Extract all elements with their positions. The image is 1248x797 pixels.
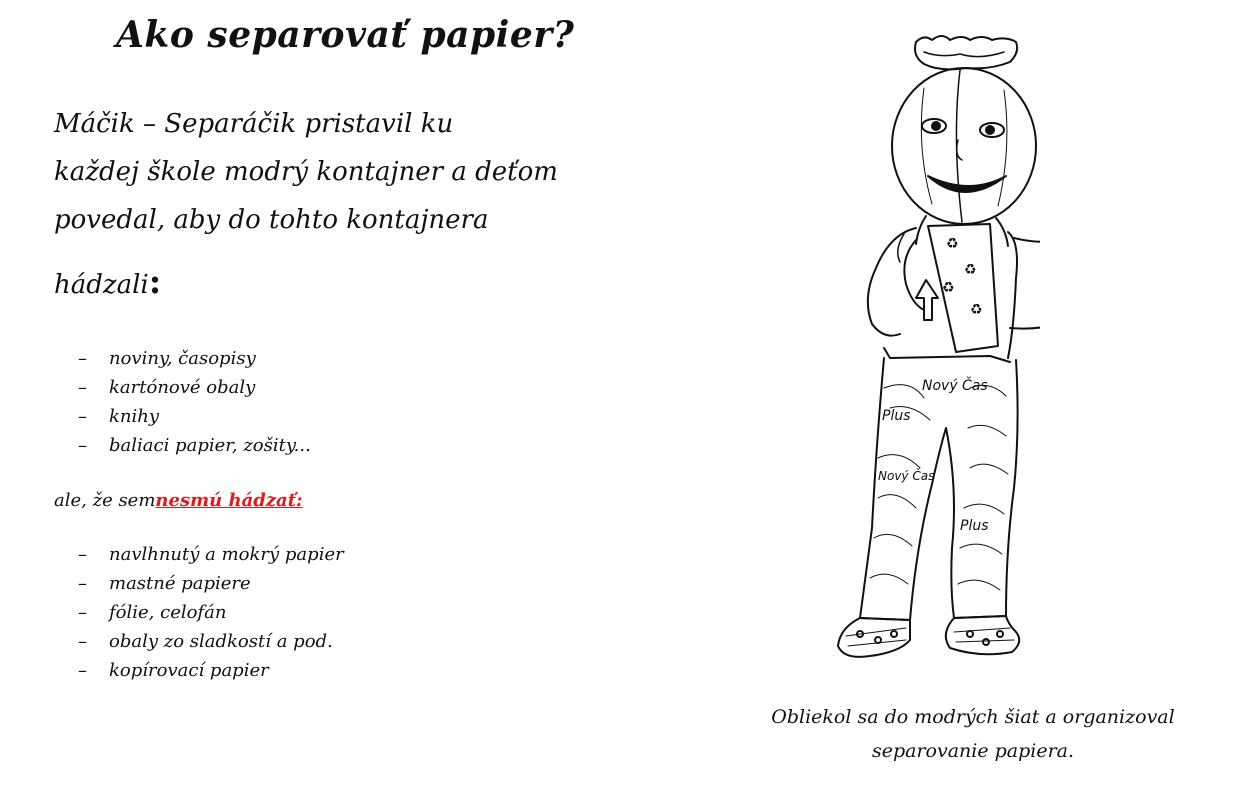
intro-paragraph xyxy=(54,100,654,244)
intro-line-4 xyxy=(54,262,161,302)
list-item xyxy=(78,598,344,627)
list-item xyxy=(78,627,344,656)
list-item-text: kartónové obaly xyxy=(109,377,256,398)
list-item-text: noviny, časopisy xyxy=(109,348,256,369)
warning-line xyxy=(54,490,303,511)
shirt-text: Nový Čas xyxy=(922,378,988,394)
list-dash: – xyxy=(78,377,87,398)
list-dash: – xyxy=(78,631,87,652)
caption-line-2: separovanie papiera. xyxy=(871,740,1075,762)
left-shoe-icon xyxy=(838,618,910,657)
list-item-text: mastné papiere xyxy=(109,573,251,594)
figure-caption xyxy=(720,700,1226,768)
list-item xyxy=(78,431,311,460)
list-dash: – xyxy=(78,348,87,369)
intro-line-2: každej škole modrý kontajner a deťom xyxy=(54,157,558,187)
svg-text:♻: ♻ xyxy=(946,236,959,252)
allowed-items-list xyxy=(78,344,311,460)
paper-character-illustration xyxy=(820,28,1040,668)
intro-colon: : xyxy=(148,262,162,302)
pants-icon xyxy=(860,358,1018,620)
intro-line-1: Máčik – Separáčik pristavil ku xyxy=(54,109,454,139)
pants-text-2: Nový Čas xyxy=(878,469,935,483)
list-item-text: navlhnutý a mokrý papier xyxy=(109,544,344,565)
svg-text:♻: ♻ xyxy=(942,280,955,296)
list-dash: – xyxy=(78,602,87,623)
right-shoe-icon xyxy=(946,616,1019,654)
page-title: Ako separovať papier? xyxy=(116,14,575,56)
pants-text-3: Plus xyxy=(960,518,989,534)
list-item-text: baliaci papier, zošity... xyxy=(109,435,311,456)
list-dash: – xyxy=(78,544,87,565)
svg-text:♻: ♻ xyxy=(964,262,977,278)
pants-text-1: Plus xyxy=(882,408,911,424)
warning-highlight: nesmú hádzať: xyxy=(155,490,303,511)
caption-line-1: Obliekol sa do modrých šiat a organizoval xyxy=(771,706,1175,728)
warning-prefix: ale, že sem xyxy=(54,490,156,511)
list-item xyxy=(78,402,311,431)
head-icon xyxy=(892,68,1036,224)
svg-text:♻: ♻ xyxy=(970,302,983,318)
list-item xyxy=(78,656,344,685)
list-item xyxy=(78,373,311,402)
list-item-text: obaly zo sladkostí a pod. xyxy=(109,631,333,652)
list-item xyxy=(78,569,344,598)
list-item-text: knihy xyxy=(109,406,160,427)
list-dash: – xyxy=(78,660,87,681)
intro-line-3: povedal, aby do tohto kontajnera xyxy=(54,205,489,235)
list-dash: – xyxy=(78,435,87,456)
intro-line-4-text: hádzali xyxy=(54,270,149,300)
list-item-text: fólie, celofán xyxy=(109,602,227,623)
list-dash: – xyxy=(78,406,87,427)
list-dash: – xyxy=(78,573,87,594)
smile-icon xyxy=(928,176,1006,192)
list-item-text: kopírovací papier xyxy=(109,660,269,681)
list-item xyxy=(78,344,311,373)
list-item xyxy=(78,540,344,569)
forbidden-items-list xyxy=(78,540,344,685)
